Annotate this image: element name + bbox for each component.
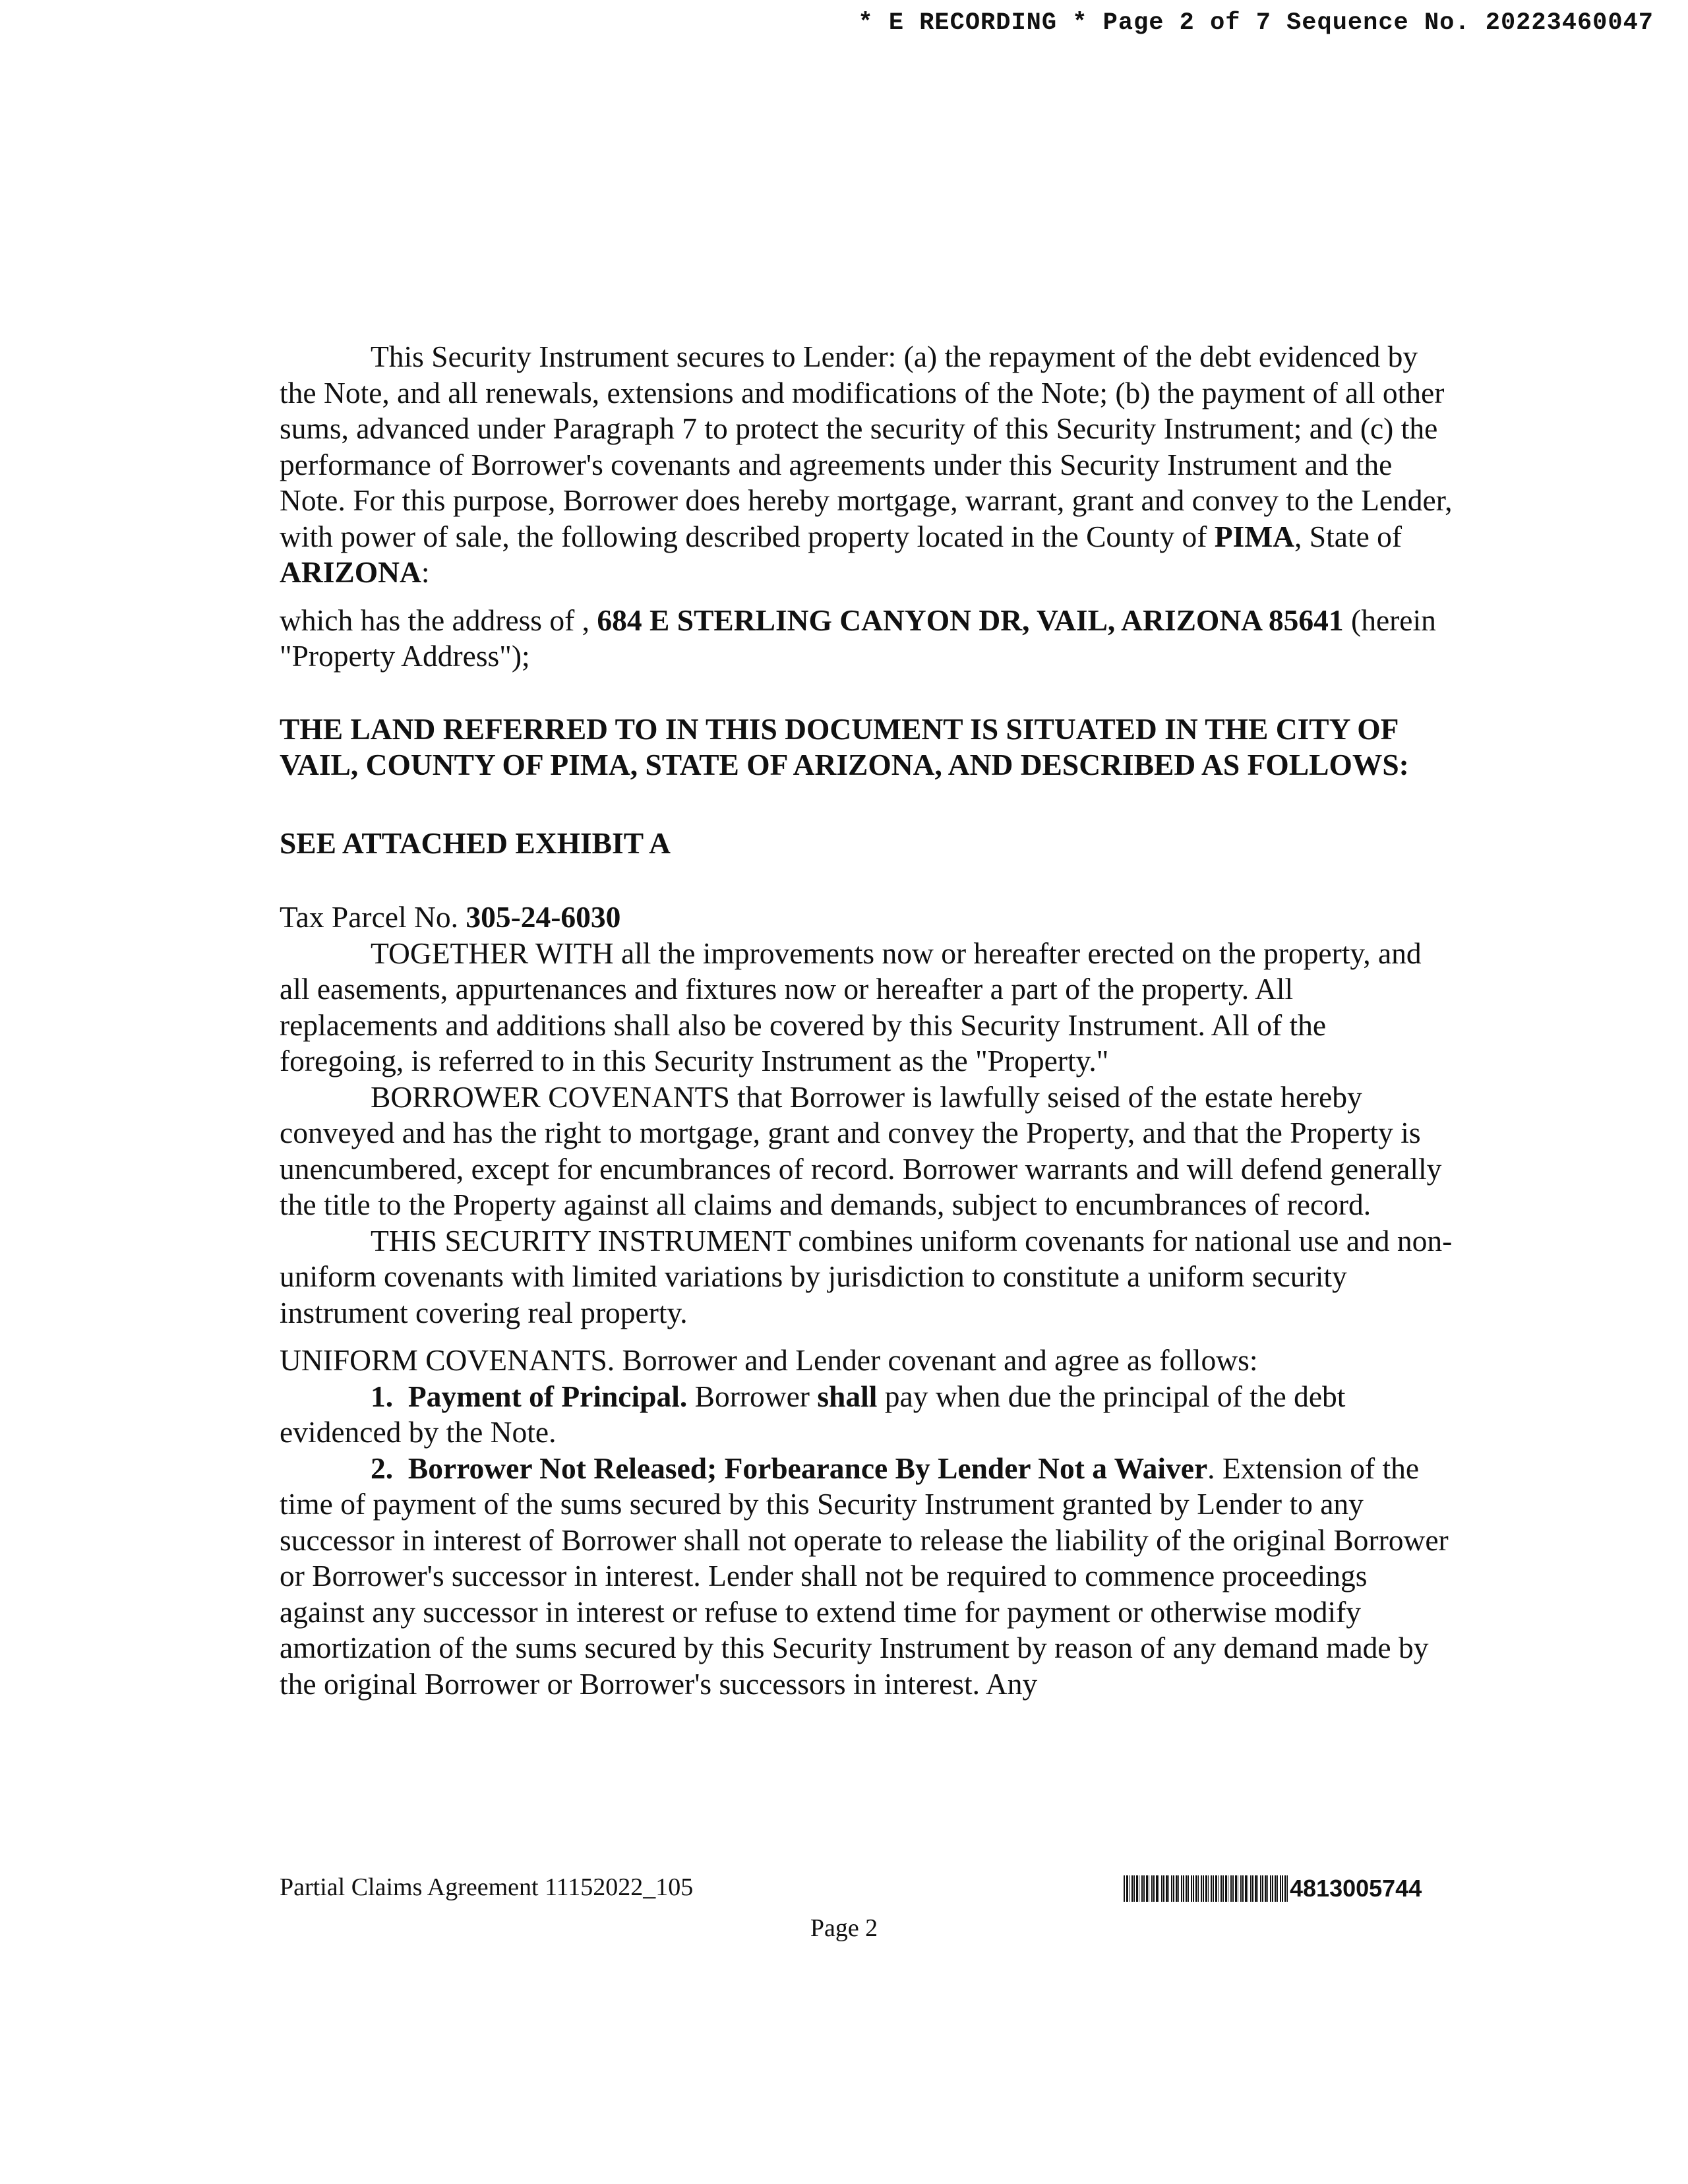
recording-stamp: * E RECORDING * Page 2 of 7 Sequence No. 20223460047 — [858, 9, 1654, 37]
land-heading: THE LAND REFERRED TO IN THIS DOCUMENT IS SITUATED IN THE CITY OF VAIL, COUNTY OF PIMA, STATE OF ARIZONA, AND DESCRIBED AS FOLLOWS: — [280, 712, 1409, 781]
footer-document-name: Partial Claims Agreement 11152022_105 — [280, 1873, 694, 1901]
tax-parcel-number: 305-24-6030 — [466, 900, 621, 934]
covenant-item-1-title: Payment of Principal. — [407, 1379, 688, 1413]
security-paragraph-text-2: , State of — [1294, 519, 1402, 553]
covenant-item-1-text-2: pay when due the principal of the debt evidenced by the Note. — [280, 1379, 1346, 1449]
exhibit-reference: SEE ATTACHED EXHIBIT A — [280, 826, 671, 860]
together-paragraph: TOGETHER WITH all the improvements now or hereafter erected on the property, and all easements, appurtenances and fixtures now or hereafter a part of the property. All replacements and additions shall also be covered by this Security Instrument. All of the foregoing, is referred to in this Security Instrument as the "Property." — [280, 936, 1422, 1077]
covenant-item-1-text: Borrower — [687, 1379, 818, 1413]
borrower-covenants-paragraph: BORROWER COVENANTS that Borrower is lawfully seised of the estate hereby conveyed and has the right to mortgage, grant and convey the Property, and that the Property is unencumbered, except for encumbrances of record. Borrower warrants and will defend generally the title to the Property against all claims and demands, subject to encumbrances of record. — [280, 1079, 1442, 1221]
covenant-item-2-title: Borrower Not Released; Forbearance By Lender Not a Waiver — [407, 1451, 1208, 1485]
county-name: PIMA — [1214, 519, 1295, 553]
tax-parcel-label: Tax Parcel No. — [280, 900, 466, 934]
covenant-item-2 — [280, 1451, 1453, 1703]
address-lead-text: which has the address of , — [280, 603, 597, 637]
uniform-covenants-paragraph: UNIFORM COVENANTS. Borrower and Lender covenant and agree as follows: — [280, 1343, 1258, 1377]
property-address: 684 E STERLING CANYON DR, VAIL, ARIZONA 85641 — [597, 603, 1344, 637]
state-name: ARIZONA — [280, 555, 421, 589]
covenant-item-2-number: 2. — [371, 1451, 394, 1485]
barcode-icon — [1124, 1875, 1288, 1902]
security-paragraph-text-3: : — [421, 555, 430, 589]
covenant-item-1-number: 1. — [371, 1379, 394, 1413]
tax-parcel — [280, 899, 1453, 936]
covenant-item-2-text: . Extension of the time of payment of the sums secured by this Security Instrument granted by Lender to any successor in interest of Borrower shall not operate to release the liability of the original Borrower or Borrower's successor in interest. Lender shall not be required to commence proceedings against any successor in interest or refuse to extend time for payment or otherwise modify amortization of the sums secured by this Security Instrument by reason of any demand made by the original Borrower or Borrower's successors in interest. Any — [280, 1451, 1449, 1701]
footer-barcode — [1124, 1873, 1422, 1902]
security-instrument-paragraph: THIS SECURITY INSTRUMENT combines uniform covenants for national use and non-uniform covenants with limited variations by jurisdiction to constitute a uniform security instrument covering real property. — [280, 1223, 1453, 1329]
covenant-item-1 — [280, 1379, 1453, 1451]
page-number: Page 2 — [810, 1914, 878, 1942]
address-trail-text: (herein "Property Address"); — [280, 603, 1436, 673]
document-body — [280, 339, 1453, 1702]
security-paragraph-text: This Security Instrument secures to Lender: (a) the repayment of the debt evidenced by the Note, and all renewals, extensions and modifications of the Note; (b) the payment of all other sums, advanced under Paragraph 7 to protect the security of this Security Instrument; and (c) the performance of Borrower's covenants and agreements under this Security Instrument and the Note. For this purpose, Borrower does hereby mortgage, warrant, grant and convey to the Lender, with power of sale, the following described property located in the County of — [280, 340, 1453, 553]
barcode-number: 4813005744 — [1290, 1875, 1422, 1902]
covenant-item-1-shall: shall — [817, 1379, 878, 1413]
security-paragraph — [280, 339, 1453, 591]
address-paragraph — [280, 603, 1453, 675]
